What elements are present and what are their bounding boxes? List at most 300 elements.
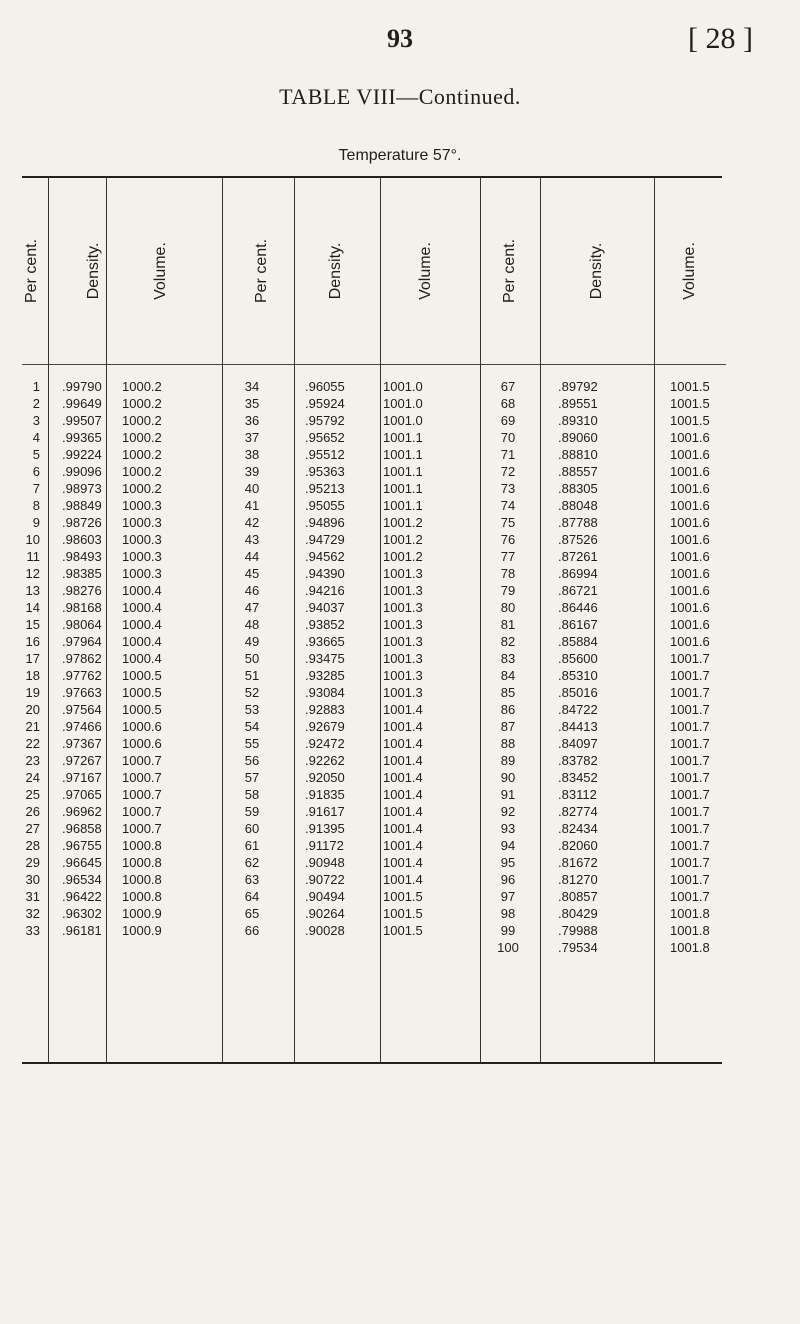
density-cell: .95055 xyxy=(305,498,345,513)
volume-cell: 1001.7 xyxy=(670,770,710,785)
density-cell: .93665 xyxy=(305,634,345,649)
volume-cell: 1001.1 xyxy=(383,447,423,462)
volume-cell: 1001.6 xyxy=(670,617,710,632)
density-cell: .99790 xyxy=(62,379,102,394)
volume-cell: 1000.3 xyxy=(122,498,162,513)
table-subtitle: Temperature 57°. xyxy=(338,147,462,164)
volume-cell: 1001.7 xyxy=(670,821,710,836)
density-cell: .93475 xyxy=(305,651,345,666)
volume-cell: 1001.5 xyxy=(383,889,423,904)
density-cell: .98726 xyxy=(62,515,102,530)
per-cent-cell: 21 xyxy=(25,719,40,734)
volume-cell: 1001.7 xyxy=(670,787,710,802)
volume-cell: 1001.4 xyxy=(383,821,423,836)
per-cent-cell: 25 xyxy=(25,787,40,802)
volume-cell: 1001.3 xyxy=(383,651,423,666)
column-header: Volume. xyxy=(681,242,698,300)
volume-cell: 1001.3 xyxy=(383,685,423,700)
per-cent-cell: 66 xyxy=(244,923,260,938)
per-cent-cell: 60 xyxy=(244,821,260,836)
density-cell: .94896 xyxy=(305,515,345,530)
volume-cell: 1001.7 xyxy=(670,702,710,717)
per-cent-cell: 71 xyxy=(500,447,516,462)
density-cell: .97267 xyxy=(62,753,102,768)
volume-cell: 1001.6 xyxy=(670,447,710,462)
volume-cell: 1000.7 xyxy=(122,787,162,802)
table-row xyxy=(0,446,800,463)
table-row xyxy=(0,854,800,871)
density-cell: .92679 xyxy=(305,719,345,734)
per-cent-cell: 53 xyxy=(244,702,260,717)
volume-cell: 1001.4 xyxy=(383,855,423,870)
volume-cell: 1001.1 xyxy=(383,430,423,445)
table-row xyxy=(0,922,800,939)
density-cell: .90722 xyxy=(305,872,345,887)
density-cell: .94390 xyxy=(305,566,345,581)
per-cent-cell: 98 xyxy=(500,906,516,921)
per-cent-cell: 79 xyxy=(500,583,516,598)
volume-cell: 1001.6 xyxy=(670,430,710,445)
density-cell: .92883 xyxy=(305,702,345,717)
per-cent-cell: 45 xyxy=(244,566,260,581)
density-cell: .91395 xyxy=(305,821,345,836)
table-row xyxy=(0,463,800,480)
density-cell: .86446 xyxy=(558,600,598,615)
table-row xyxy=(0,718,800,735)
per-cent-cell: 1 xyxy=(32,379,40,394)
per-cent-cell: 14 xyxy=(25,600,40,615)
density-cell: .91617 xyxy=(305,804,345,819)
volume-cell: 1001.4 xyxy=(383,702,423,717)
density-cell: .96055 xyxy=(305,379,345,394)
density-cell: .85016 xyxy=(558,685,598,700)
per-cent-cell: 84 xyxy=(500,668,516,683)
density-cell: .99649 xyxy=(62,396,102,411)
per-cent-cell: 12 xyxy=(25,566,40,581)
per-cent-cell: 80 xyxy=(500,600,516,615)
volume-cell: 1001.5 xyxy=(670,396,710,411)
table-row xyxy=(0,395,800,412)
volume-cell: 1000.8 xyxy=(122,872,162,887)
volume-cell: 1001.3 xyxy=(383,566,423,581)
per-cent-cell: 47 xyxy=(244,600,260,615)
table-row xyxy=(0,684,800,701)
volume-cell: 1000.3 xyxy=(122,566,162,581)
density-cell: .96755 xyxy=(62,838,102,853)
volume-cell: 1001.7 xyxy=(670,804,710,819)
density-cell: .79988 xyxy=(558,923,598,938)
per-cent-cell: 72 xyxy=(500,464,516,479)
per-cent-cell: 4 xyxy=(32,430,40,445)
volume-cell: 1001.4 xyxy=(383,753,423,768)
volume-cell: 1001.6 xyxy=(670,634,710,649)
per-cent-cell: 32 xyxy=(25,906,40,921)
density-cell: .86994 xyxy=(558,566,598,581)
volume-cell: 1001.6 xyxy=(670,464,710,479)
volume-cell: 1000.7 xyxy=(122,753,162,768)
per-cent-cell: 99 xyxy=(500,923,516,938)
volume-cell: 1001.5 xyxy=(383,923,423,938)
page-number: 93 xyxy=(387,24,413,53)
per-cent-cell: 39 xyxy=(244,464,260,479)
density-cell: .94037 xyxy=(305,600,345,615)
density-cell: .81270 xyxy=(558,872,598,887)
per-cent-cell: 20 xyxy=(25,702,40,717)
density-cell: .97964 xyxy=(62,634,102,649)
per-cent-cell: 93 xyxy=(500,821,516,836)
density-cell: .89310 xyxy=(558,413,598,428)
density-cell: .97663 xyxy=(62,685,102,700)
per-cent-cell: 67 xyxy=(500,379,516,394)
volume-cell: 1001.3 xyxy=(383,634,423,649)
per-cent-cell: 24 xyxy=(25,770,40,785)
table-row xyxy=(0,650,800,667)
per-cent-cell: 95 xyxy=(500,855,516,870)
per-cent-cell: 33 xyxy=(25,923,40,938)
table-row xyxy=(0,769,800,786)
per-cent-cell: 30 xyxy=(25,872,40,887)
per-cent-cell: 31 xyxy=(25,889,40,904)
density-cell: .81672 xyxy=(558,855,598,870)
volume-cell: 1001.7 xyxy=(670,651,710,666)
density-cell: .85600 xyxy=(558,651,598,666)
per-cent-cell: 77 xyxy=(500,549,516,564)
density-cell: .92262 xyxy=(305,753,345,768)
per-cent-cell: 37 xyxy=(244,430,260,445)
per-cent-cell: 54 xyxy=(244,719,260,734)
density-cell: .96302 xyxy=(62,906,102,921)
density-cell: .79534 xyxy=(558,940,598,955)
density-cell: .98849 xyxy=(62,498,102,513)
density-cell: .90494 xyxy=(305,889,345,904)
density-cell: .99096 xyxy=(62,464,102,479)
volume-cell: 1001.7 xyxy=(670,685,710,700)
volume-cell: 1000.7 xyxy=(122,821,162,836)
per-cent-cell: 50 xyxy=(244,651,260,666)
per-cent-cell: 13 xyxy=(25,583,40,598)
table-row xyxy=(0,786,800,803)
density-cell: .90028 xyxy=(305,923,345,938)
table-row xyxy=(0,667,800,684)
table-row xyxy=(0,752,800,769)
per-cent-cell: 73 xyxy=(500,481,516,496)
per-cent-cell: 26 xyxy=(25,804,40,819)
volume-cell: 1001.2 xyxy=(383,549,423,564)
volume-cell: 1001.5 xyxy=(670,379,710,394)
density-cell: .86167 xyxy=(558,617,598,632)
volume-cell: 1000.2 xyxy=(122,379,162,394)
density-cell: .82434 xyxy=(558,821,598,836)
per-cent-cell: 22 xyxy=(25,736,40,751)
density-cell: .80429 xyxy=(558,906,598,921)
table-row xyxy=(0,429,800,446)
per-cent-cell: 35 xyxy=(244,396,260,411)
per-cent-cell: 3 xyxy=(32,413,40,428)
per-cent-cell: 34 xyxy=(244,379,260,394)
volume-cell: 1001.6 xyxy=(670,498,710,513)
density-cell: .94562 xyxy=(305,549,345,564)
density-cell: .95213 xyxy=(305,481,345,496)
per-cent-cell: 11 xyxy=(26,549,40,564)
table-row xyxy=(0,905,800,922)
column-header: Per cent. xyxy=(23,238,40,304)
volume-cell: 1001.8 xyxy=(670,906,710,921)
table-row xyxy=(0,939,800,956)
table-row xyxy=(0,565,800,582)
density-cell: .88048 xyxy=(558,498,598,513)
table-bottom-rule xyxy=(22,1062,722,1064)
volume-cell: 1001.6 xyxy=(670,532,710,547)
per-cent-cell: 5 xyxy=(32,447,40,462)
density-cell: .96962 xyxy=(62,804,102,819)
volume-cell: 1000.8 xyxy=(122,855,162,870)
per-cent-cell: 23 xyxy=(25,753,40,768)
density-cell: .97862 xyxy=(62,651,102,666)
per-cent-cell: 40 xyxy=(244,481,260,496)
per-cent-cell: 70 xyxy=(500,430,516,445)
density-cell: .84722 xyxy=(558,702,598,717)
density-cell: .98603 xyxy=(62,532,102,547)
per-cent-cell: 59 xyxy=(244,804,260,819)
density-cell: .84097 xyxy=(558,736,598,751)
table-row xyxy=(0,412,800,429)
per-cent-cell: 8 xyxy=(32,498,40,513)
per-cent-cell: 19 xyxy=(25,685,40,700)
density-cell: .83782 xyxy=(558,753,598,768)
per-cent-cell: 6 xyxy=(32,464,40,479)
per-cent-cell: 75 xyxy=(500,515,516,530)
per-cent-cell: 83 xyxy=(500,651,516,666)
density-cell: .90948 xyxy=(305,855,345,870)
density-cell: .88810 xyxy=(558,447,598,462)
per-cent-cell: 29 xyxy=(25,855,40,870)
table-row xyxy=(0,820,800,837)
per-cent-cell: 78 xyxy=(500,566,516,581)
density-cell: .87526 xyxy=(558,532,598,547)
per-cent-cell: 46 xyxy=(244,583,260,598)
per-cent-cell: 94 xyxy=(500,838,516,853)
volume-cell: 1001.3 xyxy=(383,600,423,615)
column-headers xyxy=(0,178,800,364)
volume-cell: 1001.4 xyxy=(383,804,423,819)
density-cell: .93852 xyxy=(305,617,345,632)
density-cell: .89551 xyxy=(558,396,598,411)
per-cent-cell: 43 xyxy=(244,532,260,547)
table-row xyxy=(0,633,800,650)
volume-cell: 1000.9 xyxy=(122,906,162,921)
density-cell: .85884 xyxy=(558,634,598,649)
volume-cell: 1000.3 xyxy=(122,515,162,530)
volume-cell: 1001.2 xyxy=(383,515,423,530)
column-header: Per cent. xyxy=(253,238,270,304)
density-cell: .97466 xyxy=(62,719,102,734)
density-cell: .94216 xyxy=(305,583,345,598)
per-cent-cell: 76 xyxy=(500,532,516,547)
volume-cell: 1000.2 xyxy=(122,396,162,411)
per-cent-cell: 49 xyxy=(244,634,260,649)
density-cell: .93084 xyxy=(305,685,345,700)
per-cent-cell: 61 xyxy=(244,838,260,853)
volume-cell: 1001.1 xyxy=(383,481,423,496)
density-cell: .96858 xyxy=(62,821,102,836)
per-cent-cell: 2 xyxy=(32,396,40,411)
per-cent-cell: 86 xyxy=(500,702,516,717)
volume-cell: 1000.5 xyxy=(122,685,162,700)
table-row xyxy=(0,582,800,599)
density-cell: .98064 xyxy=(62,617,102,632)
table-row xyxy=(0,888,800,905)
volume-cell: 1001.7 xyxy=(670,889,710,904)
table-row xyxy=(0,837,800,854)
per-cent-cell: 91 xyxy=(500,787,516,802)
per-cent-cell: 16 xyxy=(25,634,40,649)
per-cent-cell: 52 xyxy=(244,685,260,700)
per-cent-cell: 69 xyxy=(500,413,516,428)
density-cell: .85310 xyxy=(558,668,598,683)
table-title: TABLE VIII—Continued. xyxy=(279,84,521,109)
volume-cell: 1000.8 xyxy=(122,838,162,853)
per-cent-cell: 27 xyxy=(25,821,40,836)
column-header: Volume. xyxy=(417,242,434,300)
density-cell: .87261 xyxy=(558,549,598,564)
density-cell: .80857 xyxy=(558,889,598,904)
density-cell: .99365 xyxy=(62,430,102,445)
density-cell: .87788 xyxy=(558,515,598,530)
volume-cell: 1001.8 xyxy=(670,940,710,955)
volume-cell: 1000.5 xyxy=(122,668,162,683)
density-cell: .97167 xyxy=(62,770,102,785)
density-cell: .88305 xyxy=(558,481,598,496)
volume-cell: 1001.4 xyxy=(383,787,423,802)
density-cell: .94729 xyxy=(305,532,345,547)
table-row xyxy=(0,701,800,718)
density-cell: .98276 xyxy=(62,583,102,598)
table-row xyxy=(0,735,800,752)
density-cell: .95924 xyxy=(305,396,345,411)
per-cent-cell: 58 xyxy=(244,787,260,802)
per-cent-cell: 92 xyxy=(500,804,516,819)
per-cent-cell: 88 xyxy=(500,736,516,751)
density-cell: .90264 xyxy=(305,906,345,921)
volume-cell: 1001.1 xyxy=(383,498,423,513)
per-cent-cell: 18 xyxy=(25,668,40,683)
per-cent-cell: 64 xyxy=(244,889,260,904)
volume-cell: 1000.7 xyxy=(122,770,162,785)
density-cell: .95512 xyxy=(305,447,345,462)
density-cell: .82774 xyxy=(558,804,598,819)
volume-cell: 1001.7 xyxy=(670,753,710,768)
header-rule xyxy=(22,364,726,365)
volume-cell: 1001.0 xyxy=(383,413,423,428)
per-cent-cell: 28 xyxy=(25,838,40,853)
density-cell: .97762 xyxy=(62,668,102,683)
per-cent-cell: 87 xyxy=(500,719,516,734)
density-cell: .96181 xyxy=(62,923,102,938)
per-cent-cell: 48 xyxy=(244,617,260,632)
volume-cell: 1001.7 xyxy=(670,872,710,887)
per-cent-cell: 90 xyxy=(500,770,516,785)
volume-cell: 1000.6 xyxy=(122,736,162,751)
per-cent-cell: 74 xyxy=(500,498,516,513)
density-cell: .93285 xyxy=(305,668,345,683)
density-cell: .83112 xyxy=(558,787,597,802)
density-cell: .91835 xyxy=(305,787,345,802)
density-cell: .82060 xyxy=(558,838,598,853)
volume-cell: 1001.7 xyxy=(670,838,710,853)
per-cent-cell: 17 xyxy=(25,651,40,666)
density-cell: .99224 xyxy=(62,447,102,462)
volume-cell: 1001.6 xyxy=(670,515,710,530)
volume-cell: 1001.6 xyxy=(670,600,710,615)
column-header: Volume. xyxy=(152,242,169,300)
volume-cell: 1001.4 xyxy=(383,770,423,785)
table-row xyxy=(0,378,800,395)
volume-cell: 1000.4 xyxy=(122,583,162,598)
volume-cell: 1001.5 xyxy=(670,413,710,428)
table-row xyxy=(0,616,800,633)
volume-cell: 1000.2 xyxy=(122,413,162,428)
table-row xyxy=(0,871,800,888)
per-cent-cell: 89 xyxy=(500,753,516,768)
volume-cell: 1001.2 xyxy=(383,532,423,547)
density-cell: .98973 xyxy=(62,481,102,496)
table-row xyxy=(0,480,800,497)
volume-cell: 1001.8 xyxy=(670,923,710,938)
per-cent-cell: 100 xyxy=(497,940,519,955)
per-cent-cell: 36 xyxy=(244,413,260,428)
volume-cell: 1001.7 xyxy=(670,736,710,751)
volume-cell: 1001.6 xyxy=(670,583,710,598)
volume-cell: 1000.3 xyxy=(122,549,162,564)
volume-cell: 1000.4 xyxy=(122,651,162,666)
volume-cell: 1001.7 xyxy=(670,668,710,683)
density-cell: .96422 xyxy=(62,889,102,904)
volume-cell: 1001.6 xyxy=(670,549,710,564)
per-cent-cell: 55 xyxy=(244,736,260,751)
per-cent-cell: 44 xyxy=(244,549,260,564)
column-header: Per cent. xyxy=(501,238,518,304)
density-cell: .97367 xyxy=(62,736,102,751)
per-cent-cell: 82 xyxy=(500,634,516,649)
volume-cell: 1001.3 xyxy=(383,583,423,598)
density-cell: .91172 xyxy=(305,838,344,853)
per-cent-cell: 85 xyxy=(500,685,516,700)
density-cell: .86721 xyxy=(558,583,598,598)
volume-cell: 1001.7 xyxy=(670,719,710,734)
per-cent-cell: 97 xyxy=(500,889,516,904)
per-cent-cell: 57 xyxy=(244,770,260,785)
column-header: Density. xyxy=(588,242,605,300)
density-cell: .92050 xyxy=(305,770,345,785)
volume-cell: 1001.3 xyxy=(383,617,423,632)
density-cell: .95652 xyxy=(305,430,345,445)
per-cent-cell: 51 xyxy=(244,668,260,683)
volume-cell: 1001.4 xyxy=(383,719,423,734)
volume-cell: 1000.2 xyxy=(122,481,162,496)
volume-cell: 1000.4 xyxy=(122,617,162,632)
per-cent-cell: 41 xyxy=(244,498,260,513)
column-header: Density. xyxy=(327,242,344,300)
volume-cell: 1000.5 xyxy=(122,702,162,717)
per-cent-cell: 42 xyxy=(244,515,260,530)
per-cent-cell: 7 xyxy=(32,481,40,496)
volume-cell: 1001.1 xyxy=(383,464,423,479)
per-cent-cell: 15 xyxy=(25,617,40,632)
per-cent-cell: 68 xyxy=(500,396,516,411)
volume-cell: 1000.6 xyxy=(122,719,162,734)
per-cent-cell: 96 xyxy=(500,872,516,887)
table-row xyxy=(0,803,800,820)
